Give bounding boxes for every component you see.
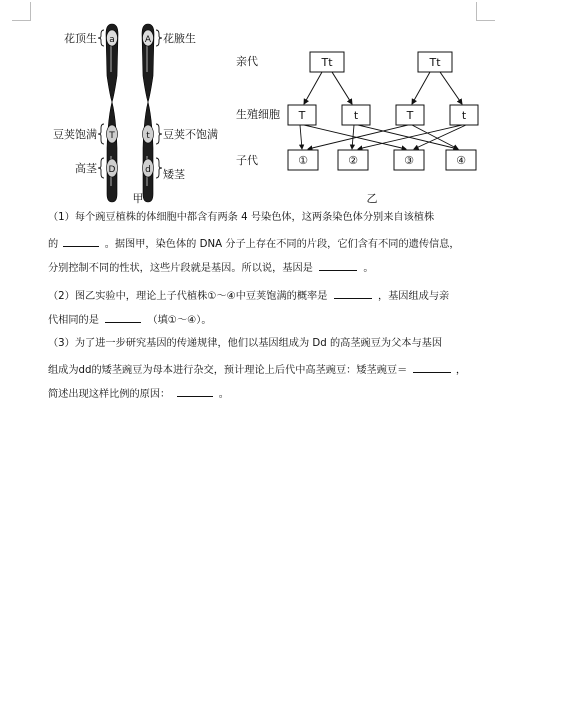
q1-text-b: 。据图甲，染色体的 DNA 分子上存在不同的片段，它们含有不同的遗传信息， <box>104 239 460 250</box>
q1-text-a: 的 <box>48 239 59 250</box>
caption-yi: 乙 <box>366 192 378 205</box>
gene-left-3: D <box>108 165 116 175</box>
q2-text-b: ，基因组成与亲 <box>377 291 450 302</box>
parent-1: Tt <box>321 56 333 69</box>
q3-blank-1[interactable] <box>413 362 451 373</box>
row-label-offspring: 子代 <box>236 154 258 167</box>
q1-blank-1[interactable] <box>63 236 99 247</box>
question-1-line-2 <box>48 236 500 251</box>
gamete-4: t <box>461 109 467 122</box>
q2-blank-2[interactable] <box>105 312 141 323</box>
brace-bottom-left <box>98 158 104 178</box>
brace-top-left <box>98 30 104 46</box>
gamete-3: T <box>406 109 414 122</box>
brace-mid-left <box>98 124 104 144</box>
q2-text-a: （2）图乙实验中，理论上子代植株①～④中豆荚饱满的概率是 <box>48 291 328 302</box>
arrows-gamete-to-offspring <box>300 125 466 149</box>
q3-text-c: 简述出现这样比例的原因： <box>48 389 171 400</box>
label-flower-terminal: 花顶生 <box>64 32 97 45</box>
q3-blank-2[interactable] <box>177 386 213 397</box>
question-1-line-1: （1）每个豌豆植株的体细胞中都含有两条 4 号染色体，这两条染色体分别来自该植株 <box>48 212 435 223</box>
question-3-line-2 <box>48 362 500 377</box>
q2-text-c: 代相同的是 <box>48 315 99 326</box>
brace-bottom-right <box>156 158 162 178</box>
question-2-line-1 <box>48 288 500 303</box>
q1-text-c: 分别控制不同的性状，这些片段就是基因。所以说，基因是 <box>48 263 313 274</box>
gamete-2: t <box>353 109 359 122</box>
figure-jia <box>40 18 240 208</box>
row-label-parents: 亲代 <box>236 55 258 68</box>
caption-jia: 甲 <box>132 192 144 205</box>
brace-mid-right <box>156 124 162 144</box>
offspring-2: ② <box>348 154 358 167</box>
offspring-1: ① <box>298 154 308 167</box>
arrows-parent-to-gamete <box>304 72 462 104</box>
question-1-line-3 <box>48 260 500 275</box>
q3-text-a: 组成为dd的矮茎豌豆为母本进行杂交，预计理论上后代中高茎豌豆：矮茎豌豆＝ <box>48 365 408 376</box>
gene-right-1: A <box>144 35 152 45</box>
q3-text-b: ， <box>455 365 466 376</box>
row-label-gametes: 生殖细胞 <box>236 108 280 121</box>
q2-text-d: （填①～④）。 <box>147 315 212 326</box>
gene-right-3: d <box>145 165 151 175</box>
question-3-line-3 <box>48 386 500 401</box>
crop-mark-top-left <box>12 2 31 21</box>
gene-right-2: t <box>146 131 150 141</box>
q1-text-d: 。 <box>363 263 374 274</box>
label-tall-stem: 高茎 <box>75 162 97 175</box>
q2-blank-1[interactable] <box>334 288 372 299</box>
q3-text-d: 。 <box>218 389 229 400</box>
label-short-stem: 矮茎 <box>163 168 185 181</box>
parent-2: Tt <box>429 56 441 69</box>
gamete-1: T <box>298 109 306 122</box>
offspring-4: ④ <box>456 154 466 167</box>
label-pod-full: 豆荚饱满 <box>53 128 97 141</box>
gene-left-1: a <box>109 35 115 45</box>
question-3-line-1: （3）为了进一步研究基因的传递规律，他们以基因组成为 Dd 的高茎豌豆为父本与基因 <box>48 338 443 349</box>
gene-left-2: T <box>109 131 115 141</box>
label-pod-constricted: 豆荚不饱满 <box>163 128 218 141</box>
q1-blank-2[interactable] <box>319 260 357 271</box>
figure-yi <box>234 18 534 208</box>
offspring-3: ③ <box>404 154 414 167</box>
brace-top-right <box>156 30 162 46</box>
question-2-line-2 <box>48 312 500 327</box>
figure-area <box>40 18 500 208</box>
label-flower-axial: 花腋生 <box>163 32 196 45</box>
